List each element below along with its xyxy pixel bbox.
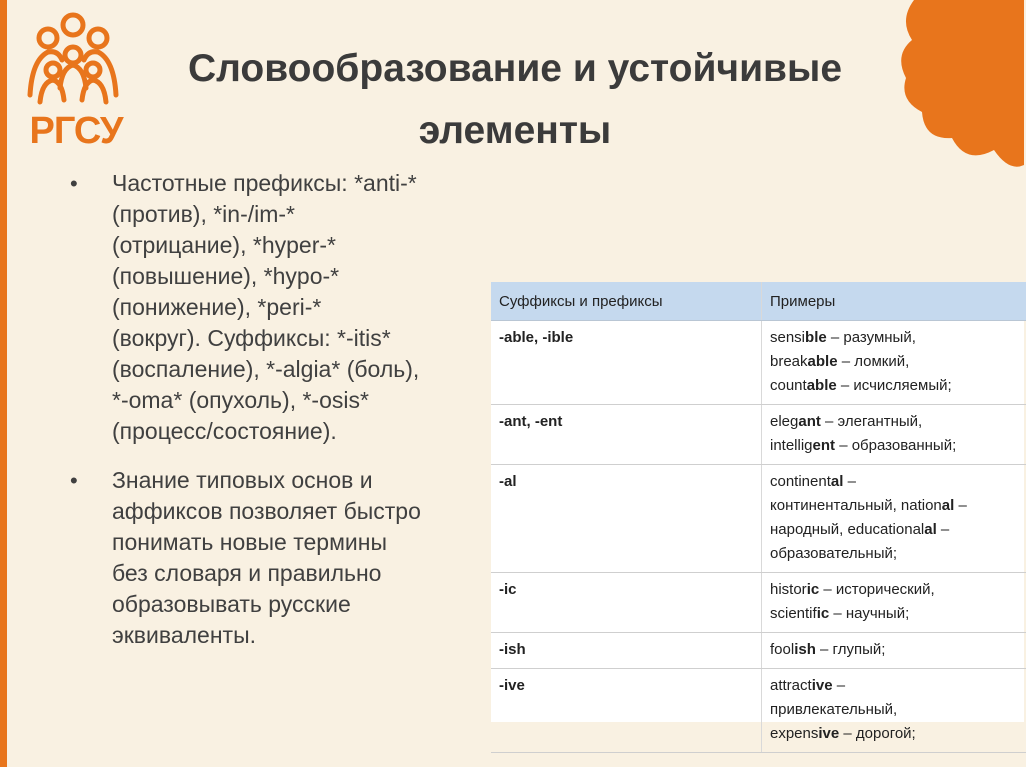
example-line (770, 410, 1018, 434)
table-row (491, 405, 1026, 465)
table-row (491, 669, 1026, 753)
affix-highlight: al (830, 473, 844, 490)
bullet-line: (против), *in-/im-* (112, 201, 296, 227)
table-row (491, 633, 1026, 669)
example-line (770, 374, 1018, 398)
example-line (770, 494, 1018, 518)
table-row (491, 321, 1026, 405)
affix-table (491, 282, 1026, 753)
affix-table-container (491, 282, 1024, 742)
bullet-item-2 (70, 465, 490, 651)
affix-cell: -ic (491, 573, 762, 633)
examples-cell (762, 669, 1026, 753)
example-line (770, 578, 1018, 602)
examples-cell (762, 321, 1026, 405)
affix-highlight: ent (812, 437, 836, 454)
example-text: – образованный; (835, 437, 957, 454)
examples-cell (762, 405, 1026, 465)
affix-highlight: ble (805, 329, 827, 346)
example-text: – исторический, (819, 581, 935, 598)
example-line (770, 518, 1018, 542)
slide-title (120, 38, 910, 162)
example-text: continent (770, 473, 831, 490)
example-text: – элегантный, (820, 413, 923, 430)
examples-cell (762, 633, 1026, 669)
example-text: scientif (770, 605, 817, 622)
bullet-line: (повышение), *hypo-* (112, 263, 340, 289)
example-text: break (770, 353, 808, 370)
table-row (491, 465, 1026, 573)
example-text: – (954, 497, 967, 514)
example-text: – ломкий, (837, 353, 910, 370)
affix-highlight: able (807, 353, 838, 370)
affix-cell: -al (491, 465, 762, 573)
example-text: count (770, 377, 807, 394)
examples-cell (762, 465, 1026, 573)
example-line (770, 674, 1018, 698)
bullet-line: (процесс/состояние). (112, 418, 337, 444)
example-text: fool (770, 641, 795, 658)
example-line (770, 698, 1018, 722)
bullet-dot: • (70, 468, 78, 493)
example-text: intellig (770, 437, 813, 454)
bullet-line: образовывать русские (112, 591, 351, 617)
people-logo-icon (18, 10, 128, 110)
bullet-line: понимать новые термины (112, 529, 387, 555)
bullet-line: Знание типовых основ и (112, 467, 373, 493)
affix-highlight: ive (811, 677, 833, 694)
example-text: – (832, 677, 846, 694)
table-header-row (491, 282, 1026, 321)
example-line (770, 326, 1018, 350)
example-text: attract (770, 677, 812, 694)
example-text: histor (770, 581, 807, 598)
affix-cell: -ish (491, 633, 762, 669)
example-line (770, 350, 1018, 374)
example-text: континентальный, nation (770, 497, 942, 514)
example-line (770, 602, 1018, 626)
example-text: – исчисляемый; (836, 377, 952, 394)
header-affixes: Суффиксы и префиксы (491, 282, 762, 321)
example-text: – глупый; (815, 641, 886, 658)
affix-cell: -able, -ible (491, 321, 762, 405)
affix-highlight: able (806, 377, 837, 394)
bullet-line: Частотные префиксы: *anti-* (112, 170, 417, 196)
bullet-dot: • (70, 171, 78, 196)
example-text: – разумный, (826, 329, 916, 346)
example-text: образовательный; (770, 545, 898, 562)
decorative-blob (894, 0, 1024, 175)
example-text: – (843, 473, 856, 490)
example-line (770, 470, 1018, 494)
example-line (770, 542, 1018, 566)
bullet-line: (воспаление), *-algia* (боль), (112, 356, 420, 382)
example-text: eleg (770, 413, 799, 430)
bullet-line: аффиксов позволяет быстро (112, 498, 421, 524)
bullet-line: эквиваленты. (112, 622, 256, 648)
accent-bar (0, 0, 7, 767)
example-text: – научный; (829, 605, 910, 622)
bullet-list (70, 168, 490, 669)
logo (18, 10, 128, 160)
header-examples: Примеры (762, 282, 1026, 321)
affix-highlight: al (941, 497, 955, 514)
bullet-item-1 (70, 168, 490, 447)
example-text: – (936, 521, 950, 538)
examples-cell (762, 573, 1026, 633)
affix-highlight: ant (798, 413, 821, 430)
affix-cell: -ive (491, 669, 762, 753)
example-text: – дорогой; (839, 725, 916, 742)
example-text: привлекательный, (770, 701, 898, 718)
bullet-line: без словаря и правильно (112, 560, 382, 586)
bullet-line: (понижение), *peri-* (112, 294, 322, 320)
affix-highlight: al (924, 521, 937, 538)
bullet-line: (отрицание), *hyper-* (112, 232, 336, 258)
logo-text: РГСУ (29, 110, 123, 152)
example-line (770, 638, 1018, 662)
affix-highlight: ic (806, 581, 820, 598)
affix-cell: -ant, -ent (491, 405, 762, 465)
affix-highlight: ish (794, 641, 816, 658)
example-text: expens (770, 725, 819, 742)
bullet-line: *-oma* (опухоль), *-osis* (112, 387, 369, 413)
affix-highlight: ive (818, 725, 840, 742)
table-body (491, 321, 1026, 753)
example-text: sensi (770, 329, 806, 346)
affix-highlight: ic (816, 605, 830, 622)
example-line (770, 722, 1018, 746)
title-line-2: элементы (418, 109, 612, 152)
table-row (491, 573, 1026, 633)
bullet-line: (вокруг). Суффиксы: *-itis* (112, 325, 391, 351)
example-line (770, 434, 1018, 458)
title-line-1: Словообразование и устойчивые (187, 47, 843, 90)
example-text: народный, educational (770, 521, 925, 538)
